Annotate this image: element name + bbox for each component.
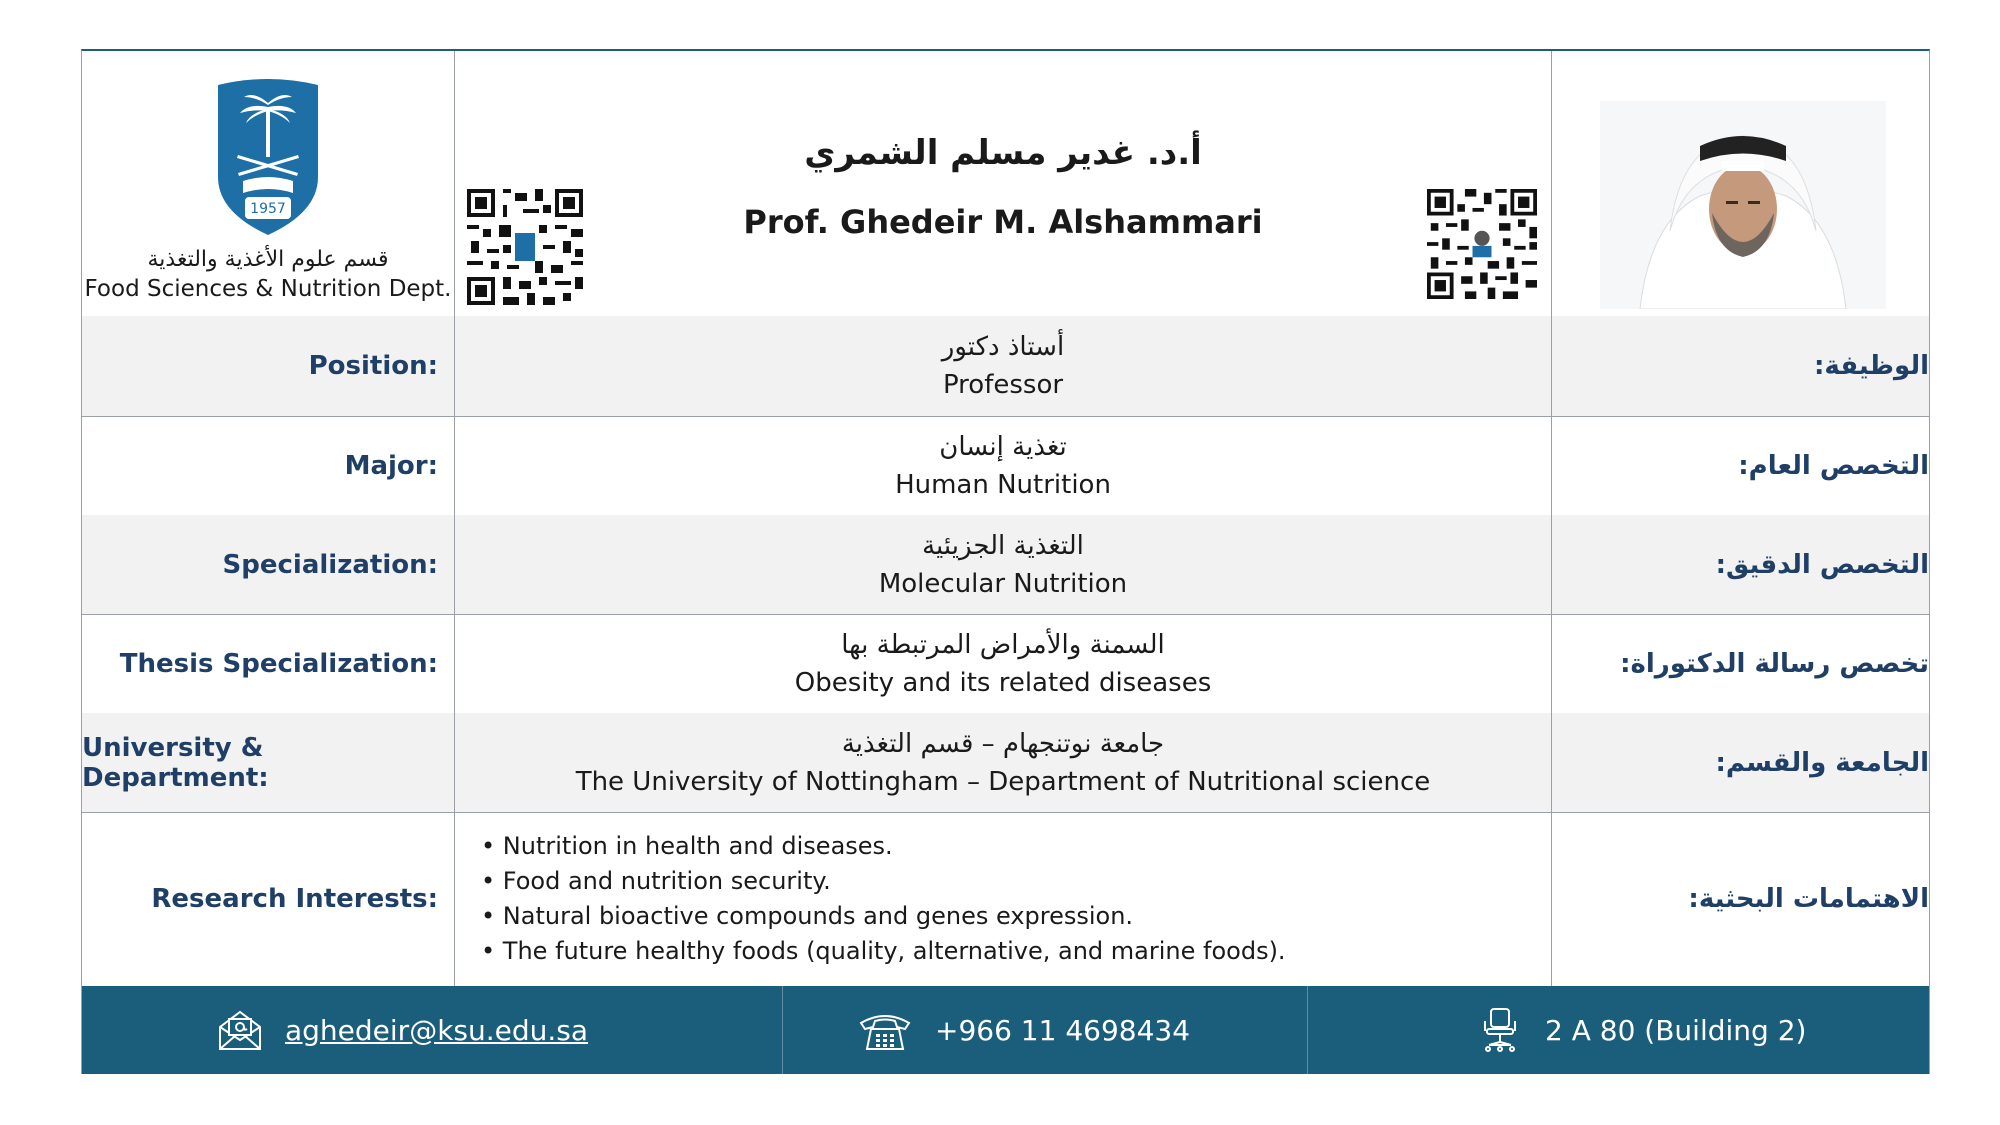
logo-year: 1957	[250, 201, 286, 217]
email-icon	[217, 1007, 263, 1053]
label-en: Thesis Specialization:	[82, 614, 455, 713]
university-logo	[213, 77, 323, 237]
value-cell	[455, 713, 1552, 812]
info-row-thesis	[82, 614, 1929, 714]
department-block	[82, 51, 455, 316]
info-row-position	[82, 316, 1929, 417]
qr-code-icon[interactable]	[1427, 189, 1537, 299]
list-item: • The future healthy foods (quality, alternative, and marine foods).	[481, 934, 1286, 969]
profile-photo	[1600, 101, 1886, 309]
label-en: Specialization:	[82, 515, 455, 614]
label-en: Major:	[82, 416, 455, 515]
phone-block	[857, 986, 1190, 1074]
label-ar: الاهتمامات البحثية:	[1688, 884, 1929, 914]
label-ar: الوظيفة:	[1814, 351, 1929, 381]
value-cell	[455, 316, 1552, 416]
label-ar: التخصص العام:	[1738, 450, 1929, 481]
value-en: Obesity and its related diseases	[794, 667, 1212, 698]
list-item: • Nutrition in health and diseases.	[481, 829, 1286, 864]
info-row-university	[82, 713, 1929, 813]
info-row-specialization	[82, 515, 1929, 615]
name-arabic: أ.د. غدير مسلم الشمري	[804, 133, 1202, 173]
contact-footer	[82, 986, 1929, 1074]
office-location: 2 A 80 (Building 2)	[1545, 1013, 1807, 1047]
faculty-card	[81, 49, 1930, 1074]
label-en: Research Interests:	[82, 812, 455, 986]
name-english: Prof. Ghedeir M. Alshammari	[743, 203, 1263, 241]
value-en: Professor	[942, 370, 1064, 400]
info-row-research	[82, 812, 1929, 986]
name-block	[455, 51, 1552, 316]
footer-divider	[782, 986, 783, 1074]
header-row	[82, 51, 1929, 318]
list-item: • Natural bioactive compounds and genes expression.	[481, 899, 1286, 934]
research-list-cell	[455, 812, 1552, 986]
value-ar: أستاذ دكتور	[941, 332, 1065, 362]
footer-divider	[1307, 986, 1308, 1074]
department-name-en: Food Sciences & Nutrition Dept.	[84, 276, 452, 302]
phone-icon	[857, 1007, 913, 1053]
label-en: Position:	[82, 316, 455, 416]
value-cell	[455, 614, 1552, 713]
value-ar: تغذية إنسان	[939, 431, 1067, 462]
value-ar: السمنة والأمراض المرتبطة بها	[841, 629, 1165, 660]
info-row-major	[82, 416, 1929, 516]
value-cell	[455, 416, 1552, 515]
research-list	[455, 829, 1286, 969]
value-en: Molecular Nutrition	[878, 568, 1128, 599]
value-ar: جامعة نوتنجهام – قسم التغذية	[841, 728, 1165, 759]
photo-block	[1552, 51, 1929, 316]
office-chair-icon	[1477, 1007, 1523, 1053]
value-ar: التغذية الجزيئية	[922, 530, 1084, 561]
value-en: Human Nutrition	[895, 469, 1111, 500]
label-ar: التخصص الدقيق:	[1715, 549, 1929, 580]
phone-number: +966 11 4698434	[935, 1013, 1191, 1047]
value-en: The University of Nottingham – Department of Nutritional science	[575, 766, 1431, 797]
label-ar: تخصص رسالة الدكتوراة:	[1620, 648, 1929, 679]
email-block	[217, 986, 588, 1074]
email-link[interactable]: aghedeir@ksu.edu.sa	[285, 1013, 589, 1047]
label-en: University & Department:	[82, 713, 455, 812]
label-ar: الجامعة والقسم:	[1715, 747, 1929, 778]
office-block	[1477, 986, 1806, 1074]
department-name-ar: قسم علوم الأغذية والتغذية	[147, 247, 389, 272]
value-cell	[455, 515, 1552, 614]
list-item: • Food and nutrition security.	[481, 864, 1286, 899]
